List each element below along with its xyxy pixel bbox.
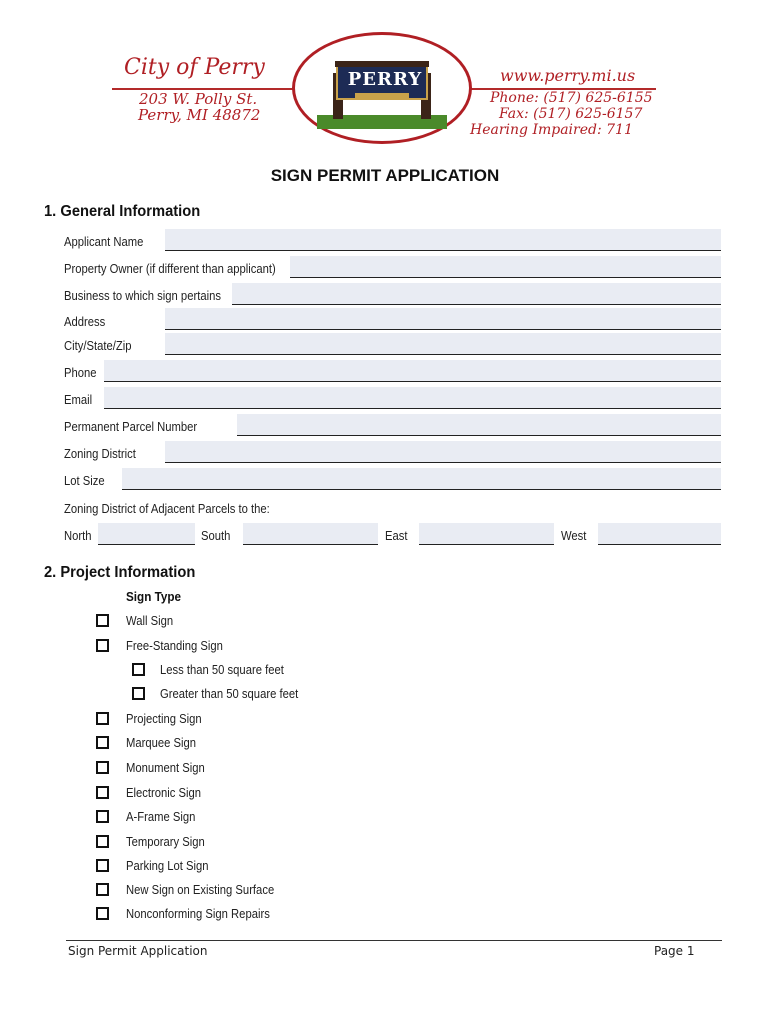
footer-doc-title: Sign Permit Application [68,944,208,958]
greater-than-50-checkbox[interactable] [132,687,145,700]
east-field[interactable] [419,523,554,545]
wall-sign-label: Wall Sign [126,614,174,628]
temporary-sign-checkbox[interactable] [96,835,109,848]
phone-label: Phone [64,366,97,380]
adjacent-zoning-label: Zoning District of Adjacent Parcels to the: [64,502,270,516]
phone-number: Phone: (517) 625-6155 [490,90,653,106]
parking-lot-sign-checkbox[interactable] [96,859,109,872]
less-than-50-label: Less than 50 square feet [160,663,284,677]
footer-page-number: Page 1 [654,944,695,958]
city-logo [292,32,472,144]
hearing-impaired-line: Hearing Impaired: 711 [470,122,633,138]
parcel-number-label: Permanent Parcel Number [64,420,198,434]
new-sign-existing-surface-checkbox[interactable] [96,883,109,896]
a-frame-sign-label: A-Frame Sign [126,810,196,824]
address-label: Address [64,315,106,329]
nonconforming-repairs-checkbox[interactable] [96,907,109,920]
fax-number: Fax: (517) 625-6157 [499,106,643,122]
phone-field[interactable] [104,360,721,382]
website-link[interactable]: www.perry.mi.us [500,66,636,85]
north-field[interactable] [98,523,195,545]
electronic-sign-label: Electronic Sign [126,786,202,800]
east-label: East [385,529,408,543]
city-name: City of Perry [124,55,265,80]
zoning-district-field[interactable] [165,441,721,463]
north-label: North [64,529,92,543]
general-info-heading: 1. General Information [44,203,201,220]
marquee-sign-label: Marquee Sign [126,736,197,750]
west-label: West [561,529,587,543]
greater-than-50-label: Greater than 50 square feet [160,687,299,701]
zoning-district-label: Zoning District [64,447,136,461]
wall-sign-checkbox[interactable] [96,614,109,627]
monument-sign-label: Monument Sign [126,761,205,775]
projecting-sign-checkbox[interactable] [96,712,109,725]
property-owner-field[interactable] [290,256,721,278]
west-field[interactable] [598,523,721,545]
lot-size-label: Lot Size [64,474,105,488]
temporary-sign-label: Temporary Sign [126,835,205,849]
parking-lot-sign-label: Parking Lot Sign [126,859,209,873]
email-field[interactable] [104,387,721,409]
email-label: Email [64,393,93,407]
project-info-heading: 2. Project Information [44,564,196,581]
address-line-2: Perry, MI 48872 [138,106,261,124]
page-title: SIGN PERMIT APPLICATION [270,166,500,185]
nonconforming-repairs-label: Nonconforming Sign Repairs [126,907,270,921]
free-standing-sign-label: Free-Standing Sign [126,639,223,653]
sign-type-heading: Sign Type [126,589,182,604]
logo-text: PERRY [347,69,423,90]
projecting-sign-label: Projecting Sign [126,712,202,726]
city-state-zip-label: City/State/Zip [64,339,132,353]
marquee-sign-checkbox[interactable] [96,736,109,749]
applicant-name-label: Applicant Name [64,235,144,249]
applicant-name-field[interactable] [165,229,721,251]
property-owner-label: Property Owner (if different than applicant) [64,262,276,276]
new-sign-existing-surface-label: New Sign on Existing Surface [126,883,275,897]
business-field[interactable] [232,283,721,305]
less-than-50-checkbox[interactable] [132,663,145,676]
south-label: South [201,529,231,543]
monument-sign-checkbox[interactable] [96,761,109,774]
city-state-zip-field[interactable] [165,333,721,355]
business-label: Business to which sign pertains [64,289,221,303]
a-frame-sign-checkbox[interactable] [96,810,109,823]
parcel-number-field[interactable] [237,414,721,436]
footer-rule [66,940,722,941]
lot-size-field[interactable] [122,468,721,490]
electronic-sign-checkbox[interactable] [96,786,109,799]
address-line-1: 203 W. Polly St. [139,90,258,108]
south-field[interactable] [243,523,378,545]
address-field[interactable] [165,308,721,330]
free-standing-sign-checkbox[interactable] [96,639,109,652]
